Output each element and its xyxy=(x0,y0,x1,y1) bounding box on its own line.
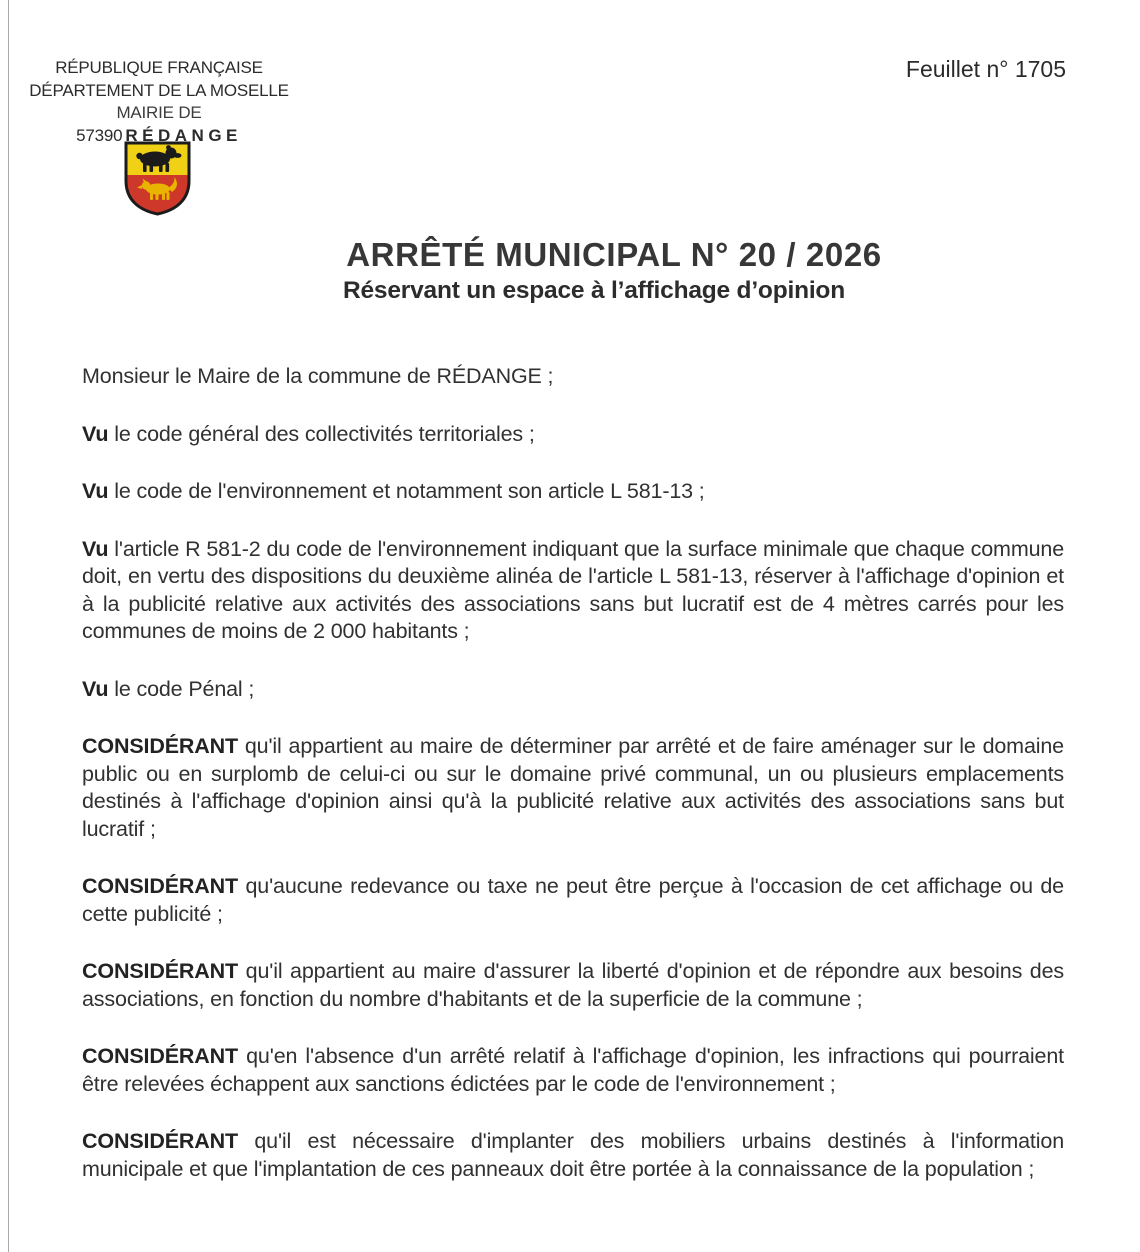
document-paragraph xyxy=(82,1043,1064,1098)
paragraph-text: le code de l'environnement et notamment son article L 581-13 ; xyxy=(108,479,705,503)
letterhead xyxy=(28,57,290,147)
paragraph-text: qu'il appartient au maire d'assurer la liberté d'opinion et de répondre aux besoins des associations, en fonction du nombre d'habitants et de la superficie de la commune ; xyxy=(82,959,1064,1011)
document-paragraph xyxy=(82,733,1064,843)
paragraph-lead: CONSIDÉRANT xyxy=(82,959,239,983)
document-paragraph xyxy=(82,536,1064,646)
coat-of-arms-shield xyxy=(122,139,193,218)
scan-edge-line xyxy=(8,0,9,1252)
document-paragraph xyxy=(82,958,1064,1013)
paragraph-text: le code général des collectivités territoriales ; xyxy=(108,421,535,446)
paragraph-text: qu'il appartient au maire de déterminer par arrêté et de faire aménager sur le domaine public ou en surplomb de celui-ci ou sur le domaine privé communal, un ou plusieurs emplacements destinés à l'affichage d'opinion ainsi qu'à la publicité relative aux activités des associations sans but lucratif ; xyxy=(82,734,1064,841)
paragraph-lead: Vu xyxy=(82,421,109,446)
letterhead-postal-code: 57390 xyxy=(76,125,123,145)
document-paragraph xyxy=(82,421,1064,449)
document-paragraph xyxy=(82,478,1064,506)
paragraph-text: qu'il est nécessaire d'implanter des mobiliers urbains destinés à l'information municipale et que l'implantation de ces panneaux doit être portée à la connaissance de la population ; xyxy=(82,1129,1064,1181)
paragraph-lead: CONSIDÉRANT xyxy=(82,1044,239,1068)
paragraph-lead: CONSIDÉRANT xyxy=(82,1129,239,1153)
paragraph-lead: CONSIDÉRANT xyxy=(82,734,239,758)
feuillet-number: Feuillet n° 1705 xyxy=(905,56,1066,82)
letterhead-commune: RÉDANGE xyxy=(125,125,242,145)
paragraph-lead: CONSIDÉRANT xyxy=(82,874,239,898)
paragraph-lead: Vu xyxy=(82,479,109,503)
letterhead-mairie: MAIRIE DE xyxy=(116,103,202,122)
coat-of-arms xyxy=(122,139,193,223)
title-block xyxy=(0,236,1140,305)
document-paragraph xyxy=(82,363,1064,391)
document-title: ARRÊTÉ MUNICIPAL N° 20 / 2026 xyxy=(346,236,882,273)
paragraph-lead: Vu xyxy=(82,536,109,561)
paragraph-text: le code Pénal ; xyxy=(108,676,255,701)
letterhead-department: DÉPARTEMENT DE LA MOSELLE xyxy=(29,80,289,100)
paragraph-lead: Vu xyxy=(82,676,109,701)
paragraph-text: qu'en l'absence d'un arrêté relatif à l'affichage d'opinion, les infractions qui pourraient être relevées échappent aux sanctions édictées par le code de l'environnement ; xyxy=(82,1044,1064,1096)
document-paragraph xyxy=(82,1128,1064,1183)
letterhead-republic: RÉPUBLIQUE FRANÇAISE xyxy=(55,58,263,77)
paragraph-text: qu'aucune redevance ou taxe ne peut être perçue à l'occasion de cet affichage ou de cette publicité ; xyxy=(82,874,1064,926)
document-paragraph xyxy=(82,676,1064,704)
paragraph-text: l'article R 581-2 du code de l'environnement indiquant que la surface minimale que chaque commune doit, en vertu des dispositions du deuxième alinéa de l'article L 581-13, réserver à l'affichage d'opinion et à la publicité relative aux activités des associations sans but lucratif est de 4 mètres carrés pour les communes de moins de 2 000 habitants ; xyxy=(82,536,1064,643)
paragraph-text: Monsieur le Maire de la commune de RÉDANGE ; xyxy=(82,364,554,388)
document-body xyxy=(82,363,1064,1213)
document-paragraph xyxy=(82,873,1064,928)
document-subtitle: Réservant un espace à l’affichage d’opinion xyxy=(343,277,845,304)
